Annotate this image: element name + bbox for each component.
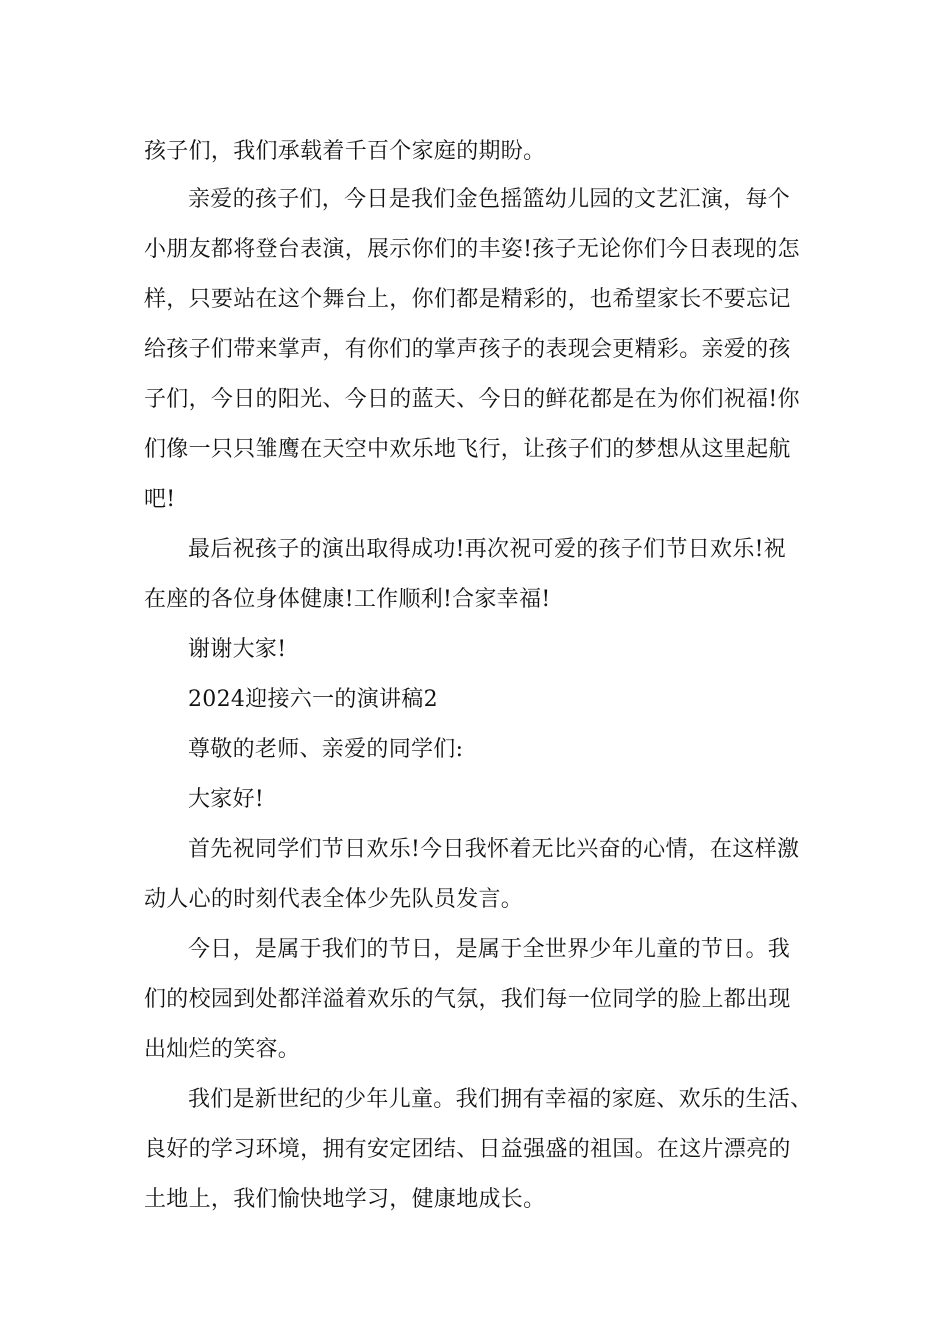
text-line: 土地上，我们愉快地学习，健康地成长。 [144,1187,546,1212]
text-line: 子们，今日的阳光、今日的蓝天、今日的鲜花都是在为你们祝福!你 [144,387,800,412]
section-title: 2024迎接六一的演讲稿2 [188,687,438,712]
text-line: 尊敬的老师、亲爱的同学们: [188,737,464,762]
text-line: 大家好! [188,787,265,812]
text-line: 出灿烂的笑容。 [144,1037,301,1062]
text-line: 吧! [144,487,176,512]
text-line: 们的校园到处都洋溢着欢乐的气氛，我们每一位同学的脸上都出现 [144,987,791,1012]
text-line: 在座的各位身体健康!工作顺利!合家幸福! [144,587,551,612]
text-line: 们像一只只雏鹰在天空中欢乐地飞行，让孩子们的梦想从这里起航 [144,437,791,462]
text-line: 动人心的时刻代表全体少先队员发言。 [144,887,524,912]
text-line: 亲爱的孩子们，今日是我们金色摇篮幼儿园的文艺汇演，每个 [188,187,791,212]
text-line: 首先祝同学们节日欢乐!今日我怀着无比兴奋的心情，在这样激 [188,837,800,862]
text-line: 今日，是属于我们的节日，是属于全世界少年儿童的节日。我 [188,937,791,962]
text-line: 样，只要站在这个舞台上，你们都是精彩的，也希望家长不要忘记 [144,287,791,312]
text-line: 孩子们，我们承载着千百个家庭的期盼。 [144,139,546,164]
text-line: 给孩子们带来掌声，有你们的掌声孩子的表现会更精彩。亲爱的孩 [144,337,791,362]
text-line: 小朋友都将登台表演，展示你们的丰姿!孩子无论你们今日表现的怎 [144,237,800,262]
text-line: 谢谢大家! [188,637,287,662]
text-line: 良好的学习环境，拥有安定团结、日益强盛的祖国。在这片漂亮的 [144,1137,791,1162]
text-line: 最后祝孩子的演出取得成功!再次祝可爱的孩子们节日欢乐!祝 [188,537,787,562]
text-line: 我们是新世纪的少年儿童。我们拥有幸福的家庭、欢乐的生活、 [188,1087,813,1112]
